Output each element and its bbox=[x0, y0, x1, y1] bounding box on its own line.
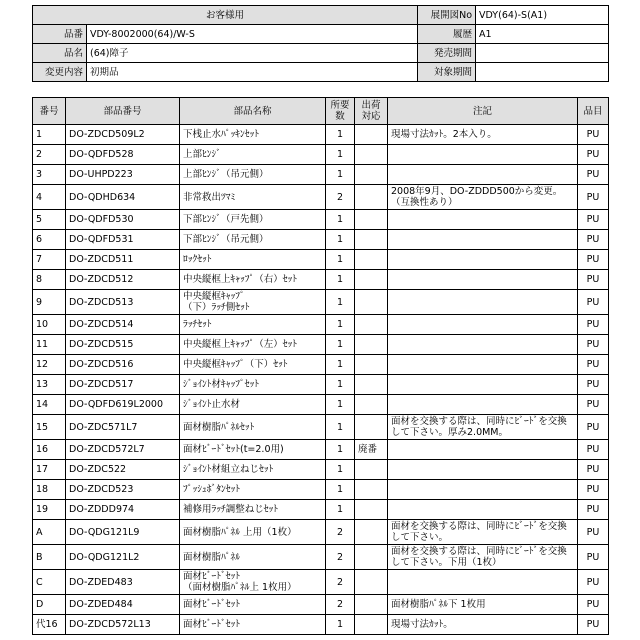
cell-qty: 1 bbox=[326, 125, 355, 145]
cell-part-no: DO-ZDCD512 bbox=[66, 270, 180, 290]
cell-category: PU bbox=[578, 395, 609, 415]
tenkai-label: 展開図No bbox=[418, 6, 476, 25]
tenkai-value: VDY(64)-S(A1) bbox=[476, 6, 609, 25]
cell-ship bbox=[355, 595, 388, 615]
cell-note bbox=[388, 570, 578, 595]
cell-part-name: 下部ﾋﾝｼﾞ（戸先側） bbox=[180, 210, 326, 230]
cell-note bbox=[388, 355, 578, 375]
cell-no: 18 bbox=[33, 480, 66, 500]
cell-no: 16 bbox=[33, 440, 66, 460]
cell-note bbox=[388, 290, 578, 315]
cell-qty: 1 bbox=[326, 375, 355, 395]
cell-part-no: DO-ZDCD515 bbox=[66, 335, 180, 355]
cell-qty: 1 bbox=[326, 355, 355, 375]
cell-part-name: 面材樹脂ﾊﾟﾈﾙ 上用（1枚） bbox=[180, 520, 326, 545]
cell-ship bbox=[355, 315, 388, 335]
cell-category: PU bbox=[578, 440, 609, 460]
cell-note: 面材樹脂ﾊﾟﾈﾙ下 1枚用 bbox=[388, 595, 578, 615]
cell-part-no: DO-QDFD528 bbox=[66, 145, 180, 165]
cell-ship bbox=[355, 355, 388, 375]
cell-note: 現場寸法ｶｯﾄ。2本入り。 bbox=[388, 125, 578, 145]
cell-part-no: DO-ZDED483 bbox=[66, 570, 180, 595]
table-row bbox=[33, 500, 609, 520]
col-header-qty: 所要 数 bbox=[326, 98, 355, 125]
cell-note bbox=[388, 315, 578, 335]
cell-qty: 1 bbox=[326, 440, 355, 460]
cell-ship bbox=[355, 480, 388, 500]
henko-label: 変更内容 bbox=[33, 63, 87, 82]
cell-part-name: ﾌﾟｯｼｭﾎﾞﾀﾝｾｯﾄ bbox=[180, 480, 326, 500]
cell-qty: 1 bbox=[326, 500, 355, 520]
cell-ship bbox=[355, 270, 388, 290]
cell-note bbox=[388, 230, 578, 250]
table-row bbox=[33, 545, 609, 570]
hinmei-label: 品名 bbox=[33, 44, 87, 63]
cell-no: A bbox=[33, 520, 66, 545]
cell-part-no: DO-ZDC571L7 bbox=[66, 415, 180, 440]
cell-qty: 2 bbox=[326, 185, 355, 210]
cell-part-no: DO-ZDCD572L7 bbox=[66, 440, 180, 460]
cell-no: 9 bbox=[33, 290, 66, 315]
cell-ship bbox=[355, 185, 388, 210]
cell-category: PU bbox=[578, 125, 609, 145]
col-header-note: 注記 bbox=[388, 98, 578, 125]
cell-part-no: DO-ZDCD523 bbox=[66, 480, 180, 500]
cell-part-name: 非常救出ﾂﾏﾐ bbox=[180, 185, 326, 210]
cell-part-no: DO-QDFD530 bbox=[66, 210, 180, 230]
table-row bbox=[33, 270, 609, 290]
cell-ship bbox=[355, 545, 388, 570]
cell-qty: 1 bbox=[326, 210, 355, 230]
table-row bbox=[33, 440, 609, 460]
rireki-value: A1 bbox=[476, 25, 609, 44]
cell-category: PU bbox=[578, 315, 609, 335]
cell-no: 19 bbox=[33, 500, 66, 520]
cell-category: PU bbox=[578, 500, 609, 520]
col-header-name: 部品名称 bbox=[180, 98, 326, 125]
table-row bbox=[33, 520, 609, 545]
cell-part-name: 上部ﾋﾝｼﾞ bbox=[180, 145, 326, 165]
cell-no: 17 bbox=[33, 460, 66, 480]
cell-note bbox=[388, 480, 578, 500]
parts-table-body bbox=[33, 125, 609, 635]
cell-part-name: 面材ﾋﾞｰﾄﾞｾｯﾄ bbox=[180, 615, 326, 635]
cell-no: 6 bbox=[33, 230, 66, 250]
table-row bbox=[33, 355, 609, 375]
cell-ship bbox=[355, 570, 388, 595]
cell-qty: 1 bbox=[326, 335, 355, 355]
cell-no: 13 bbox=[33, 375, 66, 395]
col-header-ship: 出荷 対応 bbox=[355, 98, 388, 125]
table-row bbox=[33, 125, 609, 145]
cell-category: PU bbox=[578, 145, 609, 165]
cell-part-no: DO-QDFD619L2000 bbox=[66, 395, 180, 415]
cell-category: PU bbox=[578, 230, 609, 250]
cell-part-no: DO-QDG121L9 bbox=[66, 520, 180, 545]
cell-ship bbox=[355, 460, 388, 480]
cell-category: PU bbox=[578, 250, 609, 270]
cell-ship bbox=[355, 290, 388, 315]
cell-qty: 1 bbox=[326, 615, 355, 635]
cell-ship bbox=[355, 500, 388, 520]
cell-qty: 1 bbox=[326, 315, 355, 335]
cell-note bbox=[388, 270, 578, 290]
col-header-cat: 品目 bbox=[578, 98, 609, 125]
cell-category: PU bbox=[578, 335, 609, 355]
henko-value: 初期品 bbox=[87, 63, 418, 82]
cell-part-name: 面材ﾋﾞｰﾄﾞｾｯﾄ(t=2.0用) bbox=[180, 440, 326, 460]
cell-part-name: 中央縦框ｷｬｯﾌﾟ （下）ﾗｯﾁ側ｾｯﾄ bbox=[180, 290, 326, 315]
cell-part-name: 中央縦框上ｷｬｯﾌﾟ（左）ｾｯﾄ bbox=[180, 335, 326, 355]
cell-category: PU bbox=[578, 415, 609, 440]
cell-part-name: 面材樹脂ﾊﾟﾈﾙ bbox=[180, 545, 326, 570]
cell-ship bbox=[355, 375, 388, 395]
cell-no: 3 bbox=[33, 165, 66, 185]
cell-part-name: ｼﾞｮｲﾝﾄ材ｷｬｯﾌﾟｾｯﾄ bbox=[180, 375, 326, 395]
cell-ship: 廃番 bbox=[355, 440, 388, 460]
hinban-label: 品番 bbox=[33, 25, 87, 44]
cell-no: 15 bbox=[33, 415, 66, 440]
cell-note bbox=[388, 375, 578, 395]
cell-part-name: 補修用ﾗｯﾁ調整ねじｾｯﾄ bbox=[180, 500, 326, 520]
cell-part-name: ﾛｯｸｾｯﾄ bbox=[180, 250, 326, 270]
table-row bbox=[33, 290, 609, 315]
cell-qty: 1 bbox=[326, 230, 355, 250]
cell-note bbox=[388, 250, 578, 270]
col-header-no: 番号 bbox=[33, 98, 66, 125]
table-row bbox=[33, 165, 609, 185]
table-row bbox=[33, 570, 609, 595]
cell-qty: 2 bbox=[326, 595, 355, 615]
cell-part-name: 上部ﾋﾝｼﾞ（吊元側） bbox=[180, 165, 326, 185]
cell-no: C bbox=[33, 570, 66, 595]
cell-part-name: ﾗｯﾁｾｯﾄ bbox=[180, 315, 326, 335]
cell-note bbox=[388, 165, 578, 185]
cell-no: 11 bbox=[33, 335, 66, 355]
cell-note bbox=[388, 210, 578, 230]
cell-ship bbox=[355, 520, 388, 545]
cell-part-no: DO-ZDCD514 bbox=[66, 315, 180, 335]
cell-part-no: DO-ZDDD974 bbox=[66, 500, 180, 520]
cell-no: 12 bbox=[33, 355, 66, 375]
cell-part-no: DO-QDG121L2 bbox=[66, 545, 180, 570]
cell-part-no: DO-ZDCD572L13 bbox=[66, 615, 180, 635]
cell-note: 面材を交換する際は、同時にﾋﾞｰﾄﾞを交換して下さい。下用（1枚） bbox=[388, 545, 578, 570]
table-row bbox=[33, 145, 609, 165]
cell-note: 面材を交換する際は、同時にﾋﾞｰﾄﾞを交換して下さい。厚み2.0MM。 bbox=[388, 415, 578, 440]
table-row bbox=[33, 335, 609, 355]
cell-qty: 1 bbox=[326, 415, 355, 440]
cell-part-no: DO-QDHD634 bbox=[66, 185, 180, 210]
table-row bbox=[33, 460, 609, 480]
col-header-part-no: 部品番号 bbox=[66, 98, 180, 125]
cell-no: 14 bbox=[33, 395, 66, 415]
cell-part-no: DO-ZDCD516 bbox=[66, 355, 180, 375]
cell-no: 1 bbox=[33, 125, 66, 145]
table-row bbox=[33, 315, 609, 335]
cell-part-name: 下部ﾋﾝｼﾞ（吊元側） bbox=[180, 230, 326, 250]
cell-qty: 1 bbox=[326, 480, 355, 500]
cell-qty: 2 bbox=[326, 520, 355, 545]
cell-note bbox=[388, 500, 578, 520]
table-row bbox=[33, 395, 609, 415]
header-table bbox=[32, 5, 609, 82]
cell-note bbox=[388, 335, 578, 355]
cell-no: 8 bbox=[33, 270, 66, 290]
cell-note: 現場寸法ｶｯﾄ。 bbox=[388, 615, 578, 635]
cell-note bbox=[388, 460, 578, 480]
cell-qty: 1 bbox=[326, 460, 355, 480]
cell-no: 2 bbox=[33, 145, 66, 165]
table-row bbox=[33, 595, 609, 615]
hatsubai-label: 発売期間 bbox=[418, 44, 476, 63]
cell-part-name: 下桟止水ﾊﾟｯｷﾝｾｯﾄ bbox=[180, 125, 326, 145]
cell-note bbox=[388, 145, 578, 165]
cell-category: PU bbox=[578, 165, 609, 185]
cell-no: D bbox=[33, 595, 66, 615]
cell-category: PU bbox=[578, 185, 609, 210]
cell-ship bbox=[355, 415, 388, 440]
cell-no: 代16 bbox=[33, 615, 66, 635]
cell-category: PU bbox=[578, 480, 609, 500]
cell-note bbox=[388, 395, 578, 415]
cell-ship bbox=[355, 230, 388, 250]
cell-qty: 2 bbox=[326, 570, 355, 595]
cell-ship bbox=[355, 250, 388, 270]
cell-no: 5 bbox=[33, 210, 66, 230]
cell-part-name: 中央縦框上ｷｬｯﾌﾟ（右）ｾｯﾄ bbox=[180, 270, 326, 290]
cell-qty: 1 bbox=[326, 145, 355, 165]
cell-no: 7 bbox=[33, 250, 66, 270]
table-row bbox=[33, 185, 609, 210]
cell-category: PU bbox=[578, 520, 609, 545]
cell-part-no: DO-ZDC522 bbox=[66, 460, 180, 480]
cell-category: PU bbox=[578, 355, 609, 375]
cell-part-no: DO-QDFD531 bbox=[66, 230, 180, 250]
cell-part-no: DO-ZDCD513 bbox=[66, 290, 180, 315]
cell-category: PU bbox=[578, 270, 609, 290]
rireki-label: 履歴 bbox=[418, 25, 476, 44]
table-row bbox=[33, 415, 609, 440]
cell-qty: 1 bbox=[326, 250, 355, 270]
cell-note: 面材を交換する際は、同時にﾋﾞｰﾄﾞを交換して下さい。 bbox=[388, 520, 578, 545]
cell-category: PU bbox=[578, 615, 609, 635]
cell-part-no: DO-UHPD223 bbox=[66, 165, 180, 185]
cell-part-name: 面材ﾋﾞｰﾄﾞｾｯﾄ （面材樹脂ﾊﾟﾈﾙ上 1枚用） bbox=[180, 570, 326, 595]
hatsubai-value bbox=[476, 44, 609, 63]
cell-no: B bbox=[33, 545, 66, 570]
cell-ship bbox=[355, 145, 388, 165]
cell-category: PU bbox=[578, 290, 609, 315]
cell-no: 4 bbox=[33, 185, 66, 210]
table-row bbox=[33, 480, 609, 500]
cell-part-name: 面材ﾋﾞｰﾄﾞｾｯﾄ bbox=[180, 595, 326, 615]
cell-part-no: DO-ZDCD517 bbox=[66, 375, 180, 395]
cell-ship bbox=[355, 395, 388, 415]
cell-part-name: ｼﾞｮｲﾝﾄ材組立ねじｾｯﾄ bbox=[180, 460, 326, 480]
table-row bbox=[33, 615, 609, 635]
cell-part-no: DO-ZDCD509L2 bbox=[66, 125, 180, 145]
table-row bbox=[33, 230, 609, 250]
cell-part-name: 中央縦框ｷｬｯﾌﾟ（下）ｾｯﾄ bbox=[180, 355, 326, 375]
cell-note: 2008年9月、DO-ZDDD500から変更。（互換性あり） bbox=[388, 185, 578, 210]
table-row bbox=[33, 250, 609, 270]
taisho-value bbox=[476, 63, 609, 82]
cell-qty: 1 bbox=[326, 165, 355, 185]
hinmei-value: (64)障子 bbox=[87, 44, 418, 63]
cell-no: 10 bbox=[33, 315, 66, 335]
cell-ship bbox=[355, 165, 388, 185]
cell-qty: 1 bbox=[326, 395, 355, 415]
cell-category: PU bbox=[578, 460, 609, 480]
cell-category: PU bbox=[578, 210, 609, 230]
cell-qty: 1 bbox=[326, 270, 355, 290]
cell-category: PU bbox=[578, 545, 609, 570]
cell-ship bbox=[355, 615, 388, 635]
parts-table bbox=[32, 97, 609, 635]
cell-category: PU bbox=[578, 375, 609, 395]
cell-part-no: DO-ZDCD511 bbox=[66, 250, 180, 270]
table-row bbox=[33, 375, 609, 395]
cell-ship bbox=[355, 210, 388, 230]
cell-qty: 2 bbox=[326, 545, 355, 570]
cell-qty: 1 bbox=[326, 290, 355, 315]
cell-part-name: ｼﾞｮｲﾝﾄ止水材 bbox=[180, 395, 326, 415]
taisho-label: 対象期間 bbox=[418, 63, 476, 82]
cell-part-no: DO-ZDED484 bbox=[66, 595, 180, 615]
cell-note bbox=[388, 440, 578, 460]
header-title: お客様用 bbox=[33, 6, 418, 25]
cell-category: PU bbox=[578, 570, 609, 595]
cell-category: PU bbox=[578, 595, 609, 615]
table-row bbox=[33, 210, 609, 230]
cell-ship bbox=[355, 335, 388, 355]
cell-part-name: 面材樹脂ﾊﾟﾈﾙｾｯﾄ bbox=[180, 415, 326, 440]
hinban-value: VDY-8002000(64)/W-S bbox=[87, 25, 418, 44]
cell-ship bbox=[355, 125, 388, 145]
